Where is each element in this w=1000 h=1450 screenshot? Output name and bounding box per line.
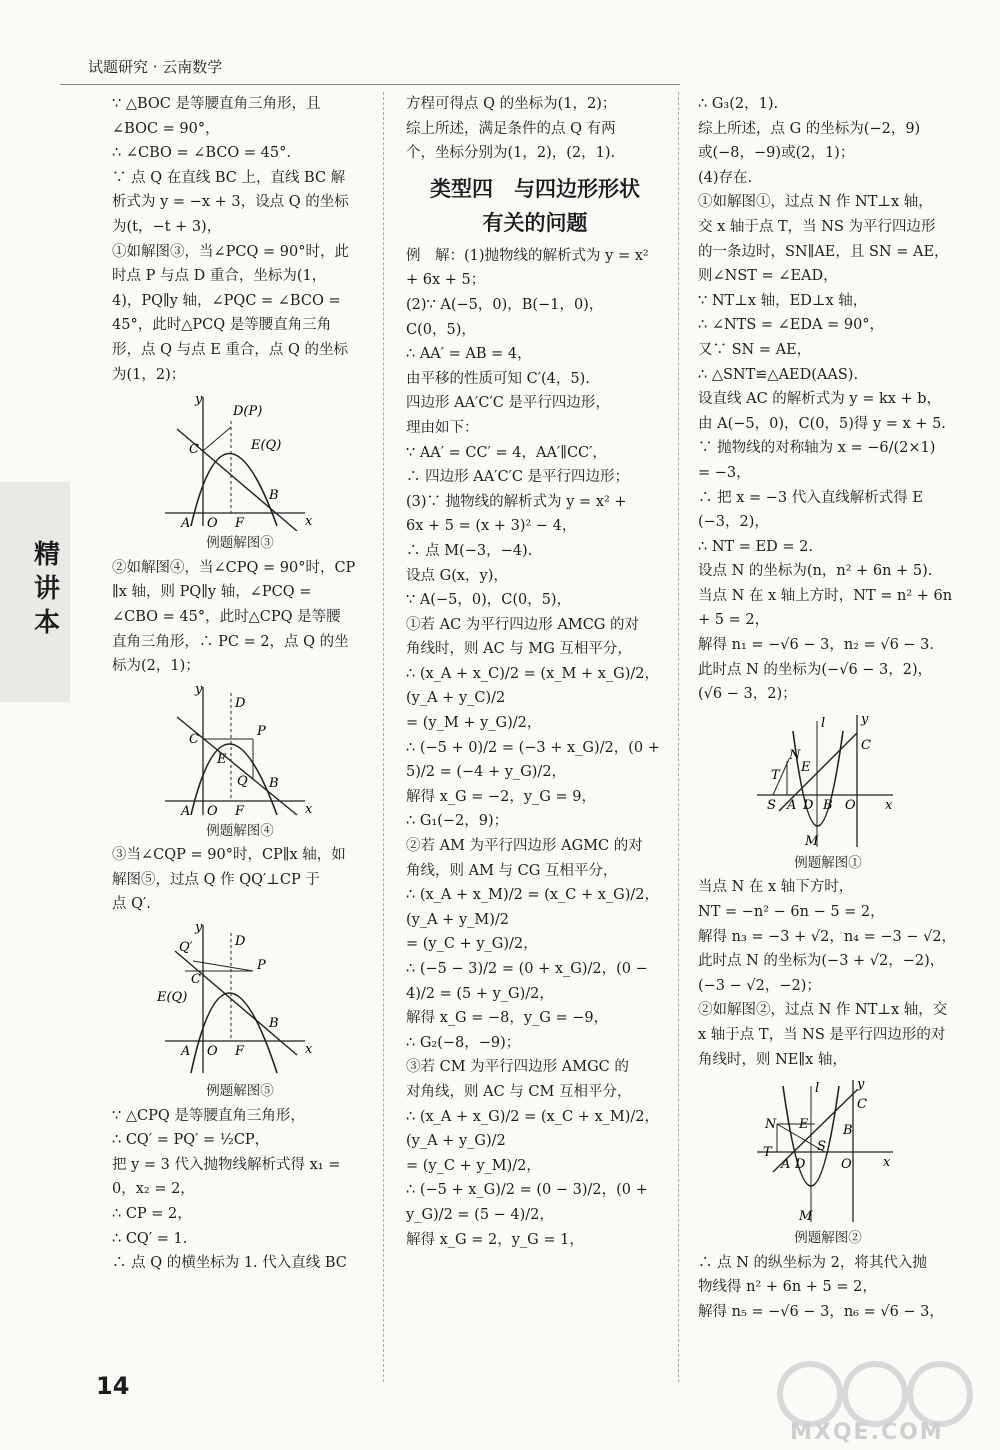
- figure-3-caption: 例题解图③: [206, 535, 274, 552]
- text-line: 对角线，则 AC 与 CM 互相平分，: [406, 1083, 632, 1100]
- text-line: C(0，5)，: [406, 321, 476, 338]
- label-a: A: [181, 516, 191, 532]
- text-line: 又∵ SN = AE，: [698, 341, 812, 358]
- figure-4: [155, 683, 325, 819]
- watermark-mark: [845, 1364, 905, 1424]
- column-3: [698, 92, 958, 1325]
- line-bc: [175, 951, 297, 1055]
- col3-text: [698, 875, 958, 1072]
- label-a: A: [181, 1044, 191, 1060]
- text-line: 设点 G(x，y)，: [406, 567, 508, 584]
- column-divider: [383, 92, 385, 1382]
- text-line: 解得 x_G = −2，y_G = 9，: [406, 788, 596, 805]
- text-line: (2)∵ A(−5，0)，B(−1，0)，: [406, 296, 604, 313]
- figure-1: [753, 711, 903, 851]
- label-a: A: [787, 797, 797, 813]
- text-line: 解得 x_G = 2，y_G = 1，: [406, 1231, 584, 1248]
- col1-text: [112, 843, 368, 917]
- label-b: B: [269, 488, 279, 504]
- col3-text: [698, 1251, 958, 1325]
- text-line: (−3 − √2，−2)；: [698, 977, 821, 994]
- text-line: (4)存在.: [698, 169, 753, 186]
- label-y: y: [195, 682, 203, 697]
- label-f: F: [235, 1044, 245, 1060]
- label-b: B: [269, 775, 279, 791]
- text-line: 为(t，−t + 3)，: [112, 218, 222, 235]
- text-line: (√6 − 3，2)；: [698, 686, 797, 703]
- label-l: l: [821, 715, 826, 731]
- text-line: 解得 n₁ = −√6 − 3，n₂ = √6 − 3.: [698, 637, 935, 654]
- column-1: [112, 92, 368, 1276]
- col1-text: [112, 556, 368, 679]
- text-line: NT = −n² − 6n − 5 = 2，: [698, 904, 885, 921]
- text-line: 直角三角形，∴ PC = 2，点 Q 的坐: [112, 633, 349, 650]
- label-y: y: [857, 1077, 865, 1093]
- text-line: x 轴于点 T，当 NS 是平行四边形的对: [698, 1027, 946, 1043]
- text-line: ③当∠CQP = 90°时，CP∥x 轴，如: [112, 847, 346, 864]
- label-c: C: [189, 731, 199, 747]
- text-line: ∴ ∠CBO = ∠BCO = 45°.: [112, 145, 291, 162]
- label-o: O: [207, 516, 218, 532]
- text-line: + 6x + 5；: [406, 272, 486, 289]
- text-line: ∴ G₁(−2，9)；: [406, 813, 509, 830]
- text-line: ∵ 点 Q 在直线 BC 上，直线 BC 解: [112, 169, 346, 186]
- text-line: (−3，2)，: [698, 514, 769, 531]
- parabola: [191, 993, 277, 1073]
- text-line: ∴ (x_A + x_C)/2 = (x_M + x_G)/2，(y_A + y_C)/2: [406, 665, 659, 707]
- text-line: 或(−8，−9)或(2，1)；: [698, 145, 855, 162]
- label-x: x: [885, 797, 893, 813]
- segment-qp: [193, 961, 253, 971]
- text-line: ∵ 抛物线的对称轴为 x = −6/(2×1): [698, 440, 936, 457]
- col2-text: [406, 92, 664, 166]
- text-line: 此时点 N 的坐标为(−√6 − 3，2)，: [698, 661, 933, 678]
- text-line: ∵ A(−5，0)，C(0，5)，: [406, 592, 572, 609]
- label-x: x: [883, 1155, 891, 1171]
- parabola: [793, 731, 843, 826]
- text-line: 点 Q′.: [112, 896, 151, 913]
- text-line: ∵ NT⊥x 轴，ED⊥x 轴，: [698, 292, 868, 309]
- label-f: F: [235, 516, 245, 532]
- label-o: O: [207, 803, 218, 819]
- page-header: 试题研究 · 云南数学: [88, 58, 223, 76]
- col1-text: [112, 92, 368, 387]
- label-e: E: [217, 751, 227, 767]
- page-number: 14: [96, 1372, 130, 1400]
- text-line: ∴ CQ′ = PQ′ = ½CP，: [112, 1132, 270, 1149]
- text-line: ∴ AA′ = AB = 4，: [406, 346, 532, 363]
- text-line: ∴ CP = 2，: [112, 1206, 192, 1223]
- text-line: 时点 P 与点 D 重合，坐标为(1，: [112, 268, 327, 285]
- text-line: ∴ ∠NTS = ∠EDA = 90°，: [698, 317, 885, 334]
- text-line: = (y_C + y_G)/2，: [406, 936, 538, 953]
- label-o: O: [845, 797, 856, 813]
- text-line: ②如解图②，过点 N 作 NT⊥x 轴，交: [698, 1002, 948, 1019]
- label-n: N: [765, 1117, 777, 1133]
- section-heading-line1: 类型四 与四边形形状: [430, 176, 640, 201]
- label-c: C: [189, 442, 199, 458]
- text-line: 由 A(−5，0)，C(0，5)得 y = x + 5.: [698, 415, 946, 432]
- figure-5: [155, 921, 325, 1079]
- label-d: D: [795, 1157, 806, 1173]
- label-f: F: [235, 803, 245, 819]
- parabola: [191, 744, 277, 815]
- label-c: C: [191, 972, 201, 988]
- text-line: 此时点 N 的坐标为(−3 + √2，−2)，: [698, 953, 945, 970]
- text-line: 方程可得点 Q 的坐标为(1，2)；: [406, 96, 617, 112]
- text-line: 0，x₂ = 2，: [112, 1181, 195, 1198]
- label-x: x: [305, 801, 313, 817]
- label-d: D: [803, 797, 814, 813]
- watermark-text: MXQE.COM: [790, 1420, 944, 1445]
- text-line: 解得 x_G = −8，y_G = −9，: [406, 1010, 609, 1027]
- label-b: B: [843, 1123, 853, 1139]
- text-line: ∴ NT = ED = 2.: [698, 538, 813, 555]
- text-line: ①如解图①，过点 N 作 NT⊥x 轴，: [698, 194, 933, 211]
- label-o: O: [841, 1157, 852, 1173]
- label-y: y: [195, 921, 203, 936]
- text-line: ∴ 点 N 的纵坐标为 2，将其代入抛: [698, 1254, 927, 1271]
- label-l: l: [815, 1081, 820, 1097]
- text-line: 角线时，则 AC 与 MG 互相平分，: [406, 641, 632, 658]
- label-b: B: [269, 1016, 279, 1032]
- text-line: ∴ CQ′ = 1.: [112, 1230, 188, 1247]
- text-line: ①若 AC 为平行四边形 AMCG 的对: [406, 616, 639, 633]
- text-line: 6x + 5 = (x + 3)² − 4，: [406, 518, 577, 535]
- label-c: C: [861, 737, 871, 753]
- figure-3: [155, 391, 325, 531]
- text-line: ∠BOC = 90°，: [112, 120, 220, 137]
- label-m: M: [805, 833, 819, 849]
- text-line: ∴ (−5 + x_G)/2 = (0 − 3)/2，(0 + y_G)/2 = (5 − 4)/2，: [406, 1182, 648, 1223]
- text-line: 当点 N 在 x 轴下方时，: [698, 879, 854, 896]
- text-line: 解图⑤，过点 Q 作 QQ′⊥CP 于: [112, 871, 320, 888]
- label-n: N: [789, 747, 801, 763]
- label-t: T: [763, 1145, 772, 1161]
- text-line: 标为(2，1)；: [112, 658, 200, 675]
- text-line: 四边形 AA′C′C 是平行四边形，: [406, 395, 610, 412]
- label-b: B: [823, 797, 833, 813]
- side-tab: [0, 482, 70, 702]
- label-x: x: [305, 1042, 313, 1058]
- label-d: D(P): [233, 404, 263, 420]
- label-a: A: [181, 803, 191, 819]
- text-line: ∴ △SNT≌△AED(AAS).: [698, 366, 859, 383]
- label-p: P: [257, 958, 266, 974]
- text-line: 45°，此时△PCQ 是等腰直角三角: [112, 317, 332, 334]
- label-e: E: [799, 1117, 809, 1133]
- text-line: 交 x 轴于点 T，当 NS 为平行四边形: [698, 218, 936, 235]
- text-line: ∠CBO = 45°，此时△CPQ 是等腰: [112, 608, 341, 625]
- label-e: E(Q): [251, 438, 282, 454]
- text-line: 为(1，2)；: [112, 366, 186, 383]
- col2-text: [406, 244, 664, 1252]
- text-line: ∵ △BOC 是等腰直角三角形，且: [112, 96, 321, 112]
- text-line: 理由如下：: [406, 419, 479, 436]
- column-2: [406, 92, 664, 1252]
- text-line: (3)∵ 抛物线的解析式为 y = x² +: [406, 493, 627, 510]
- label-c: C: [857, 1097, 867, 1113]
- segment: [203, 427, 231, 451]
- text-line: ∴ G₂(−8，−9)；: [406, 1034, 521, 1051]
- text-line: 角线，则 AM 与 CG 互相平分，: [406, 862, 618, 879]
- text-line: ∴ (−5 + 0)/2 = (−3 + x_G)/2，(0 + 5)/2 = (−4 + y_G)/2，: [406, 739, 660, 781]
- text-line: 角线时，则 NE∥x 轴，: [698, 1051, 847, 1068]
- label-s: S: [767, 797, 776, 813]
- text-line: 设点 N 的坐标为(n，n² + 6n + 5).: [698, 563, 933, 580]
- text-line: 综上所述，满足条件的点 Q 有两: [406, 120, 616, 137]
- text-line: ①如解图③，当∠PCQ = 90°时，此: [112, 243, 349, 260]
- text-line: 例 解：(1)抛物线的解析式为 y = x²: [406, 247, 649, 264]
- label-e: E(Q): [157, 990, 188, 1006]
- text-line: = (y_C + y_M)/2，: [406, 1157, 541, 1174]
- text-line: ③若 CM 为平行四边形 AMGC 的: [406, 1059, 629, 1076]
- section-heading-line2: 有关的问题: [482, 210, 588, 235]
- label-y: y: [861, 711, 869, 727]
- label-x: x: [305, 514, 313, 530]
- watermark-mark: [780, 1364, 840, 1424]
- text-line: 析式为 y = −x + 3，设点 Q 的坐标: [112, 194, 349, 211]
- label-q: Q: [237, 773, 248, 789]
- col1-text: [112, 1104, 368, 1276]
- label-e: E: [801, 759, 811, 775]
- column-divider: [678, 92, 680, 1382]
- label-d: D: [235, 934, 246, 950]
- label-q-prime: Q′: [179, 940, 193, 956]
- label-a: A: [781, 1157, 791, 1173]
- text-line: ∴ (x_A + x_G)/2 = (x_C + x_M)/2，(y_A + y_G)/2: [406, 1108, 659, 1150]
- text-line: ∥x 轴，则 PQ∥y 轴，∠PCQ =: [112, 584, 312, 601]
- label-p: P: [257, 723, 266, 739]
- text-line: = (y_M + y_G)/2，: [406, 715, 542, 732]
- text-line: ∴ G₃(2，1).: [698, 96, 779, 112]
- text-line: 当点 N 在 x 轴上方时，NT = n² + 6n: [698, 587, 953, 604]
- label-m: M: [799, 1209, 813, 1225]
- label-t: T: [771, 767, 780, 783]
- text-line: + 5 = 2，: [698, 612, 770, 629]
- text-line: 4)，PQ∥y 轴，∠PQC = ∠BCO =: [112, 292, 341, 309]
- text-line: ∴ 四边形 AA′C′C 是平行四边形；: [406, 469, 630, 486]
- text-line: 形，点 Q 与点 E 重合，点 Q 的坐标: [112, 341, 349, 358]
- watermark-mark: [910, 1364, 970, 1424]
- text-line: ∴ (x_A + x_M)/2 = (x_C + x_G)/2，(y_A + y_M)/2: [406, 887, 659, 928]
- text-line: 的一条边时，SN∥AE，且 SN = AE，: [698, 243, 949, 260]
- side-tab-label: 精讲本: [34, 540, 61, 638]
- label-s: S: [817, 1139, 826, 1155]
- figure-1-caption: 例题解图①: [794, 854, 862, 871]
- col3-text: [698, 92, 958, 707]
- figure-4-caption: 例题解图④: [206, 822, 274, 839]
- header-rule: [60, 84, 680, 85]
- text-line: 则∠NST = ∠EAD，: [698, 268, 838, 285]
- figure-2: [753, 1076, 903, 1226]
- text-line: 设直线 AC 的解析式为 y = kx + b，: [698, 391, 942, 408]
- text-line: 解得 n₃ = −3 + √2，n₄ = −3 − √2，: [698, 928, 957, 945]
- text-line: ∴ 点 Q 的横坐标为 1. 代入直线 BC: [112, 1255, 347, 1272]
- text-line: ∵ △CPQ 是等腰直角三角形，: [112, 1107, 305, 1124]
- text-line: ∵ AA′ = CC′ = 4，AA′∥CC′，: [406, 444, 607, 461]
- figure-5-caption: 例题解图⑤: [206, 1083, 274, 1100]
- figure-2-caption: 例题解图②: [794, 1230, 862, 1247]
- text-line: 物线得 n² + 6n + 5 = 2，: [698, 1279, 877, 1296]
- text-line: ∴ 把 x = −3 代入直线解析式得 E: [698, 489, 923, 506]
- text-line: ②若 AM 为平行四边形 AGMC 的对: [406, 838, 643, 855]
- text-line: ∴ 点 M(−3，−4).: [406, 542, 533, 559]
- label-d: D: [235, 695, 246, 711]
- label-y: y: [195, 392, 203, 408]
- text-line: 解得 n₅ = −√6 − 3，n₆ = √6 − 3，: [698, 1303, 944, 1320]
- text-line: ∴ (−5 − 3)/2 = (0 + x_G)/2，(0 − 4)/2 = (5 + y_G)/2，: [406, 961, 648, 1002]
- label-o: O: [207, 1044, 218, 1060]
- text-line: 把 y = 3 代入抛物线解析式得 x₁ =: [112, 1156, 341, 1173]
- text-line: = −3，: [698, 464, 751, 481]
- text-line: ②如解图④，当∠CPQ = 90°时，CP: [112, 559, 356, 576]
- parabola: [191, 454, 277, 527]
- text-line: 个，坐标分别为(1，2)，(2，1).: [406, 145, 616, 162]
- text-line: 综上所述，点 G 的坐标为(−2，9): [698, 120, 921, 137]
- section-heading: [406, 172, 664, 240]
- text-line: 由平移的性质可知 C′(4，5).: [406, 370, 590, 387]
